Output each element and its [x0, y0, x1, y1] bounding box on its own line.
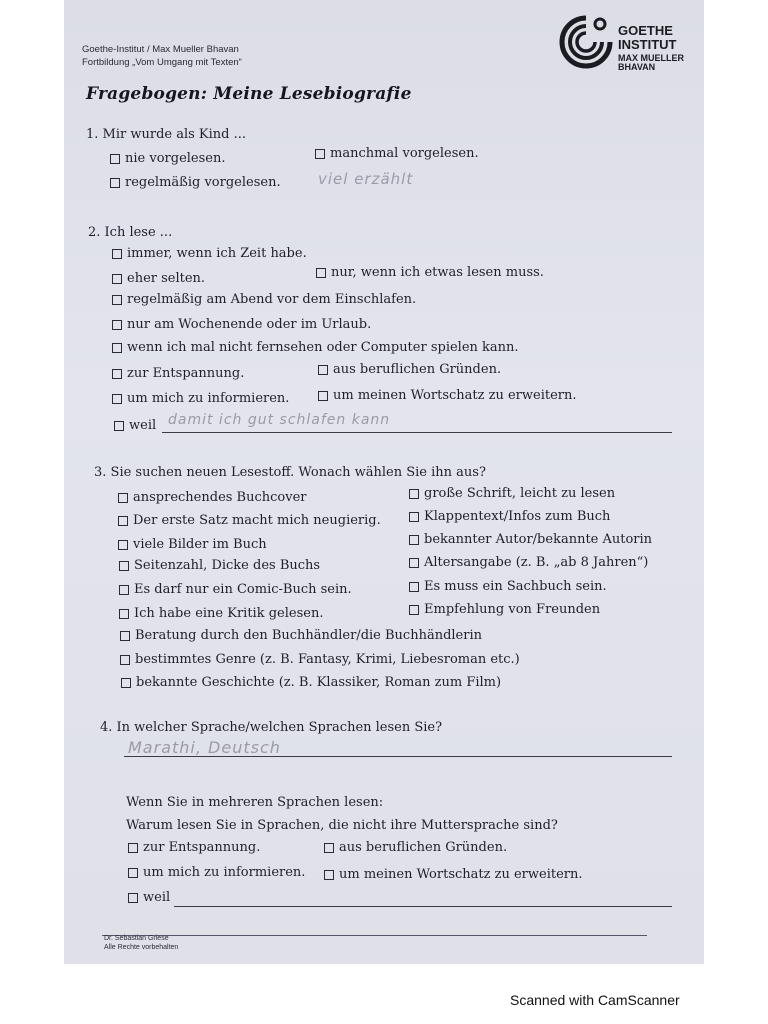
checkbox[interactable] [128, 843, 138, 853]
q1-option-manchmal[interactable]: manchmal vorgelesen. [315, 146, 479, 161]
logo-goethe: GOETHE [618, 23, 673, 38]
q2-option-entspannung[interactable]: zur Entspannung. [112, 366, 244, 381]
q1-handwriting: viel erzählt [318, 170, 414, 188]
checkbox[interactable] [409, 605, 419, 615]
checkbox[interactable] [318, 365, 328, 375]
q2-option-immer[interactable]: immer, wenn ich Zeit habe. [112, 246, 307, 261]
q3-option-buchcover[interactable]: ansprechendes Buchcover [118, 490, 307, 505]
checkbox[interactable] [120, 655, 130, 665]
q2-option-wortschatz[interactable]: um meinen Wortschatz zu erweitern. [318, 388, 576, 403]
checkbox[interactable] [128, 868, 138, 878]
q2-option-selten[interactable]: eher selten. [112, 271, 205, 286]
checkbox[interactable] [110, 154, 120, 164]
q4-weil-line[interactable] [174, 906, 672, 907]
q1-option-nie[interactable]: nie vorgelesen. [110, 151, 225, 166]
q4-option-weil[interactable]: weil [128, 890, 170, 905]
checkbox[interactable] [318, 391, 328, 401]
q2-option-fernsehen[interactable]: wenn ich mal nicht fernsehen oder Computer spielen kann. [112, 340, 519, 355]
question-1: 1. Mir wurde als Kind ... [86, 127, 247, 142]
institute-line: Goethe-Institut / Max Mueller Bhavan [82, 44, 239, 55]
logo-bhavan: BHAVAN [618, 62, 656, 72]
q3-option-genre[interactable]: bestimmtes Genre (z. B. Fantasy, Krimi, Liebesroman etc.) [120, 652, 520, 667]
checkbox[interactable] [409, 535, 419, 545]
checkbox[interactable] [112, 249, 122, 259]
goethe-institut-logo-icon [556, 12, 616, 72]
checkbox[interactable] [120, 631, 130, 641]
checkbox[interactable] [121, 678, 131, 688]
q4-option-entspannung[interactable]: zur Entspannung. [128, 840, 260, 855]
checkbox[interactable] [118, 540, 128, 550]
checkbox[interactable] [112, 343, 122, 353]
q3-option-freunde[interactable]: Empfehlung von Freunden [409, 602, 600, 617]
q2-option-weil[interactable]: weil [114, 418, 156, 433]
checkbox[interactable] [409, 558, 419, 568]
q3-option-bilder[interactable]: viele Bilder im Buch [118, 537, 267, 552]
q2-handwriting: damit ich gut schlafen kann [168, 412, 391, 428]
footer-author: Dr. Sebastian Griese [104, 935, 169, 942]
course-line: Fortbildung „Vom Umgang mit Texten“ [82, 57, 242, 68]
q1-option-regelmaessig[interactable]: regelmäßig vorgelesen. [110, 175, 281, 190]
q2-weil-line[interactable] [162, 432, 672, 433]
checkbox[interactable] [118, 493, 128, 503]
question-3: 3. Sie suchen neuen Lesestoff. Wonach wählen Sie ihn aus? [94, 465, 486, 480]
q4-option-wortschatz[interactable]: um meinen Wortschatz zu erweitern. [324, 867, 582, 882]
q3-option-autor[interactable]: bekannter Autor/bekannte Autorin [409, 532, 652, 547]
checkbox[interactable] [409, 489, 419, 499]
logo-max-mueller: MAX MUELLER [618, 53, 684, 63]
q2-option-informieren[interactable]: um mich zu informieren. [112, 391, 289, 406]
question-4: 4. In welcher Sprache/welchen Sprachen lesen Sie? [100, 720, 443, 735]
q3-option-schrift[interactable]: große Schrift, leicht zu lesen [409, 486, 615, 501]
q4-option-informieren[interactable]: um mich zu informieren. [128, 865, 305, 880]
checkbox[interactable] [128, 893, 138, 903]
checkbox[interactable] [324, 843, 334, 853]
checkbox[interactable] [118, 516, 128, 526]
checkbox[interactable] [119, 561, 129, 571]
q3-option-sachbuch[interactable]: Es muss ein Sachbuch sein. [409, 579, 607, 594]
q3-option-erster-satz[interactable]: Der erste Satz macht mich neugierig. [118, 513, 381, 528]
scanner-watermark: Scanned with CamScanner [510, 992, 680, 1008]
checkbox[interactable] [112, 394, 122, 404]
questionnaire-sheet [64, 0, 704, 964]
q2-option-abend[interactable]: regelmäßig am Abend vor dem Einschlafen. [112, 292, 416, 307]
checkbox[interactable] [119, 609, 129, 619]
q4-answer-line[interactable] [124, 756, 672, 757]
checkbox[interactable] [119, 585, 129, 595]
q4-handwriting: Marathi, Deutsch [128, 738, 281, 757]
checkbox[interactable] [324, 870, 334, 880]
checkbox[interactable] [110, 178, 120, 188]
checkbox[interactable] [112, 320, 122, 330]
q3-option-altersangabe[interactable]: Altersangabe (z. B. „ab 8 Jahren“) [409, 555, 648, 570]
question-2: 2. Ich lese ... [88, 225, 173, 240]
q3-option-seitenzahl[interactable]: Seitenzahl, Dicke des Buchs [119, 558, 320, 573]
logo-institut: INSTITUT [618, 37, 677, 52]
footer-divider [102, 935, 647, 936]
checkbox[interactable] [316, 268, 326, 278]
checkbox[interactable] [409, 582, 419, 592]
q4-option-beruflich[interactable]: aus beruflichen Gründen. [324, 840, 507, 855]
q3-option-comic[interactable]: Es darf nur ein Comic-Buch sein. [119, 582, 352, 597]
checkbox[interactable] [112, 369, 122, 379]
checkbox[interactable] [409, 512, 419, 522]
q3-option-klappentext[interactable]: Klappentext/Infos zum Buch [409, 509, 610, 524]
checkbox[interactable] [315, 149, 325, 159]
q4-subquestion: Warum lesen Sie in Sprachen, die nicht ihre Muttersprache sind? [126, 818, 558, 833]
q3-option-geschichte[interactable]: bekannte Geschichte (z. B. Klassiker, Roman zum Film) [121, 675, 501, 690]
q4-subheading: Wenn Sie in mehreren Sprachen lesen: [126, 795, 384, 810]
page-title: Fragebogen: Meine Lesebiografie [86, 84, 412, 104]
checkbox[interactable] [112, 295, 122, 305]
goethe-logo [556, 12, 696, 76]
q3-option-beratung[interactable]: Beratung durch den Buchhändler/die Buchhändlerin [120, 628, 482, 643]
checkbox[interactable] [114, 421, 124, 431]
q2-option-beruflich[interactable]: aus beruflichen Gründen. [318, 362, 501, 377]
q2-option-wochenende[interactable]: nur am Wochenende oder im Urlaub. [112, 317, 371, 332]
q3-option-kritik[interactable]: Ich habe eine Kritik gelesen. [119, 606, 323, 621]
q2-option-muss[interactable]: nur, wenn ich etwas lesen muss. [316, 265, 544, 280]
footer-rights: Alle Rechte vorbehalten [104, 944, 179, 951]
checkbox[interactable] [112, 274, 122, 284]
